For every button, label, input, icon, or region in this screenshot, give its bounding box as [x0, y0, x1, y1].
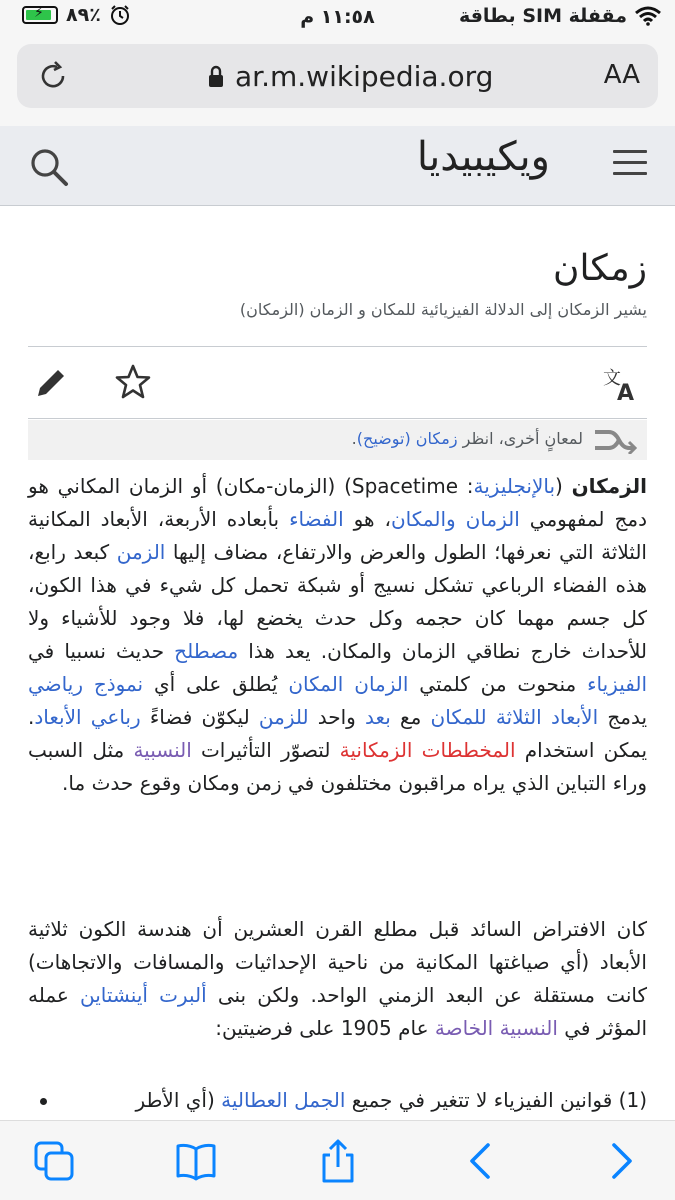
carrier-label: بطاقة SIM مقفلة — [458, 5, 627, 27]
link-space[interactable]: الفضاء — [289, 507, 344, 531]
hatnote-link[interactable]: زمكان (توضيح) — [356, 429, 458, 448]
bookmarks-icon[interactable] — [174, 1139, 218, 1183]
link-relativity[interactable]: النسبية — [133, 738, 192, 762]
menu-icon[interactable] — [613, 150, 647, 180]
url-text: ar.m.wikipedia.org — [235, 60, 494, 93]
tabs-icon[interactable] — [32, 1139, 76, 1183]
reload-icon[interactable] — [35, 58, 71, 94]
search-icon[interactable] — [28, 146, 70, 188]
svg-text:A: A — [617, 381, 635, 404]
link-4d[interactable]: رباعي الأبعاد — [34, 705, 141, 729]
link-physics[interactable]: الفيزياء — [587, 672, 647, 696]
link-inertial-frames[interactable]: الجمل العطالية — [221, 1088, 346, 1112]
link-term[interactable]: مصطلح — [174, 639, 239, 663]
link-time-2[interactable]: للزمن — [258, 705, 309, 729]
link-einstein[interactable]: ألبرت أينشتاين — [80, 983, 207, 1007]
divider — [28, 346, 647, 347]
bold-term: الزمكان — [571, 474, 647, 498]
page-title: زمكان — [553, 248, 647, 289]
watch-star-icon[interactable] — [113, 362, 153, 402]
link-makan[interactable]: المكان — [288, 672, 344, 696]
status-time: ١١:٥٨ م — [300, 6, 375, 28]
url-display[interactable] — [207, 60, 493, 93]
lock-icon — [207, 65, 225, 89]
address-bar[interactable] — [17, 44, 658, 108]
page-subtitle: يشير الزمكان إلى الدلالة الفيزيائية للمكان و الزمان (الزمكان) — [239, 300, 647, 319]
article-content — [0, 206, 675, 1120]
link-time-and-space[interactable]: الزمان والمكان — [390, 507, 520, 531]
link-dimension[interactable]: بعد — [365, 705, 391, 729]
wifi-icon — [635, 6, 661, 26]
forward-icon[interactable] — [600, 1139, 644, 1183]
battery-icon: ⚡ — [22, 6, 58, 24]
battery-percent: ٨٩٪ — [66, 4, 101, 26]
back-icon[interactable] — [458, 1139, 502, 1183]
share-icon[interactable] — [316, 1139, 360, 1183]
link-spacetime-diagrams[interactable]: المخططات الزمكانية — [339, 738, 516, 762]
hatnote-text: لمعانٍ أخرى، انظر زمكان (توضيح). — [351, 429, 583, 448]
status-bar — [0, 0, 675, 36]
wiki-header — [0, 126, 675, 206]
svg-text:文: 文 — [603, 368, 621, 389]
browser-toolbar — [0, 1120, 675, 1200]
language-icon[interactable] — [601, 364, 641, 404]
paragraph-history: كان الافتراض السائد قبل مطلع القرن العشرين أن هندسة الكون ثلاثية الأبعاد (أي صياغتها المكانية من ناحية الإحداثيات والمسافات والاتجاهات) كانت مستقلة عن البعد الزمني الواحد. ولكن بنى ألبرت أينشتاين عمله المؤثر في النسبية الخاصة عام 1905 على فرضيتين: — [28, 917, 648, 1040]
link-3d-space[interactable]: الأبعاد الثلاثة للمكان — [430, 705, 599, 729]
paragraph-intro: الزمكان (بالإنجليزية: Spacetime) (الزمان-مكان) أو الزمان المكاني هو دمج لمفهومي الزمان والمكان، هو الفضاء بأبعاده الأربعة، الأبعاد المكانية الثلاثة التي نعرفها؛ الطول والعرض والارتفاع، مضاف إليها الزمن كبعد رابع، هذه الفضاء الرباعي تشكل نسيج أو شبكة تحمل كل شيء في هذا الكون، كل جسم مهما كان حجمه وكل حدث يخضع لها، فلا وجود للأشياء ولا للأحداث خارج نطاقي الزمان والمكان. يعد هذا مصطلح حديث نسبيا في الفيزياء منحوت من كلمتي الزمان المكان يُطلق على أي نموذج رياضي يدمج الأبعاد الثلاثة للمكان مع بعد واحد للزمن ليكوّن فضاءً رباعي الأبعاد. يمكن استخدام المخططات الزمكانية لتصوّر التأثيرات النسبية مثل السبب وراء التباين الذي يراه مراقبون مختلفون في زمن ومكان وقوع حدث ما. — [28, 474, 648, 795]
link-math-model[interactable]: نموذج رياضي — [28, 672, 144, 696]
browser-bar — [0, 36, 675, 126]
hatnote — [28, 420, 647, 460]
link-special-relativity[interactable]: النسبية الخاصة — [434, 1016, 558, 1040]
text-size-button[interactable]: AA — [603, 60, 640, 90]
edit-icon[interactable] — [34, 364, 70, 400]
link-time[interactable]: الزمن — [116, 540, 166, 564]
link-english[interactable]: بالإنجليزية — [473, 474, 556, 498]
disambiguation-icon — [593, 426, 637, 454]
link-zaman[interactable]: الزمان — [354, 672, 409, 696]
status-right — [459, 5, 661, 27]
divider — [28, 418, 647, 419]
bullet — [40, 1098, 47, 1105]
list-item-text: (1) قوانين الفيزياء لا تتغير في جميع الجمل العطالية (أي الأطر — [135, 1088, 647, 1112]
site-title[interactable]: ويكيبيديا — [416, 134, 550, 180]
